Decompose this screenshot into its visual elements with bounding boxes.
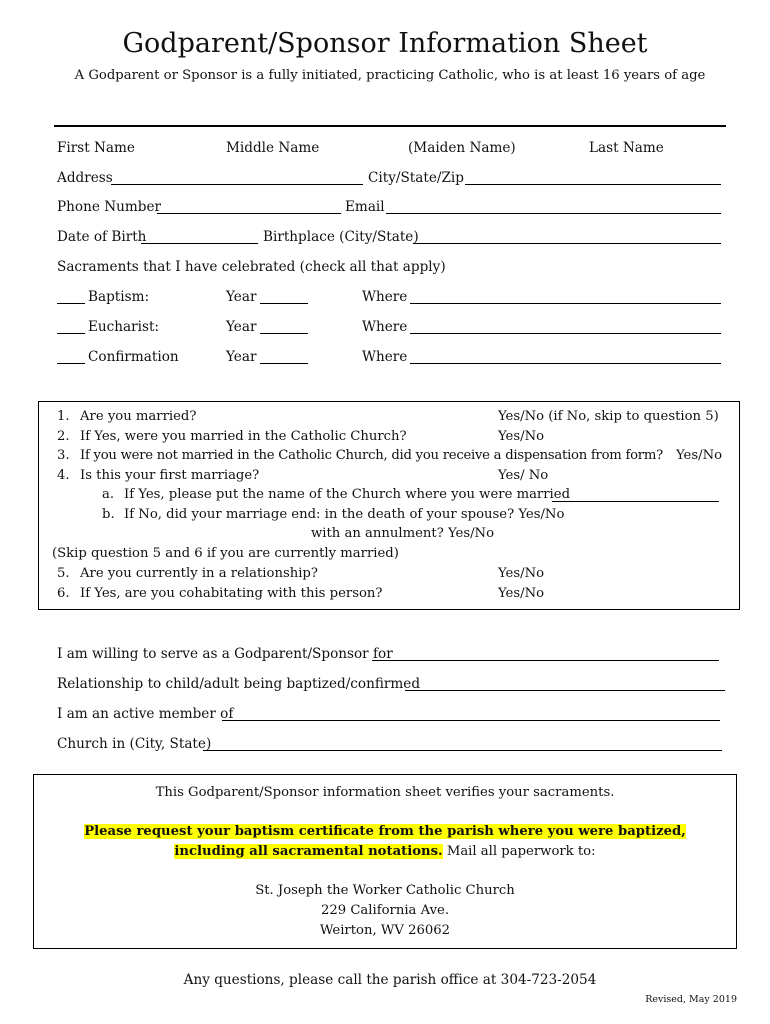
q6-number: 6.: [57, 586, 70, 601]
q2-answer[interactable]: Yes/No: [498, 429, 545, 444]
q4b-letter: b.: [102, 507, 115, 522]
city-state-zip-label: City/State/Zip: [368, 170, 464, 186]
confirmation-where-label: Where: [362, 349, 408, 365]
address-field[interactable]: [111, 184, 363, 185]
verifies-text: This Godparent/Sponsor information sheet verifies your sacraments.: [155, 785, 615, 800]
phone-field[interactable]: [157, 213, 341, 214]
sacramental-notations-text: including all sacramental notations.: [174, 844, 443, 859]
eucharist-checkbox[interactable]: [57, 333, 85, 334]
skip-note: (Skip question 5 and 6 if you are currently married): [52, 546, 399, 561]
eucharist-where-field[interactable]: [410, 333, 721, 334]
sacraments-heading: Sacraments that I have celebrated (check all that apply): [57, 259, 446, 275]
q4a-church-field[interactable]: [552, 501, 719, 502]
mail-paperwork-text: Mail all paperwork to:: [442, 844, 596, 859]
q4b-text: If No, did your marriage end: in the death of your spouse? Yes/No: [124, 507, 565, 522]
eucharist-year-field[interactable]: [260, 333, 308, 334]
q5-number: 5.: [57, 566, 70, 581]
confirmation-where-field[interactable]: [410, 363, 721, 364]
dob-field[interactable]: [141, 243, 258, 244]
baptism-checkbox[interactable]: [57, 303, 85, 304]
member-field[interactable]: [222, 720, 720, 721]
q3-number: 3.: [57, 448, 70, 463]
header-divider: [54, 125, 726, 127]
q1-answer[interactable]: Yes/No (if No, skip to question 5): [498, 409, 719, 424]
q4a-text: If Yes, please put the name of the Church where you were married: [124, 487, 571, 502]
address-label: Address: [57, 170, 113, 186]
q5-answer[interactable]: Yes/No: [498, 566, 545, 581]
q5-text: Are you currently in a relationship?: [80, 566, 318, 581]
q4-text: Is this your first marriage?: [80, 468, 260, 483]
church-street: 229 California Ave.: [320, 903, 450, 918]
maiden-name-label: (Maiden Name): [408, 140, 516, 156]
email-field[interactable]: [386, 213, 721, 214]
member-label: I am an active member of: [57, 706, 234, 722]
eucharist-year-label: Year: [226, 319, 257, 335]
baptism-label: Baptism:: [88, 289, 150, 305]
relationship-label: Relationship to child/adult being baptized/confirmed: [57, 676, 421, 692]
first-name-label: First Name: [57, 140, 135, 156]
birthplace-label: Birthplace (City/State): [263, 229, 419, 245]
email-label: Email: [345, 199, 385, 215]
q4-number: 4.: [57, 468, 70, 483]
city-state-zip-field[interactable]: [465, 184, 721, 185]
middle-name-label: Middle Name: [226, 140, 320, 156]
q2-text: If Yes, were you married in the Catholic Church?: [80, 429, 407, 444]
request-certificate-text: Please request your baptism certificate from the parish where you were baptized,: [84, 824, 686, 839]
q1-text: Are you married?: [80, 409, 197, 424]
baptism-where-label: Where: [362, 289, 408, 305]
page-subtitle: A Godparent or Sponsor is a fully initiated, practicing Catholic, who is at least 16 years of age: [74, 68, 706, 83]
q4b-annulment-text: with an annulment? Yes/No: [311, 526, 495, 541]
q4-answer[interactable]: Yes/ No: [498, 468, 549, 483]
contact-phone-text: Any questions, please call the parish office at 304-723-2054: [183, 972, 597, 988]
eucharist-label: Eucharist:: [88, 319, 160, 335]
phone-label: Phone Number: [57, 199, 161, 215]
revision-date: Revised, May 2019: [645, 994, 737, 1005]
confirmation-year-field[interactable]: [260, 363, 308, 364]
last-name-label: Last Name: [589, 140, 664, 156]
q6-text: If Yes, are you cohabitating with this person?: [80, 586, 383, 601]
confirmation-year-label: Year: [226, 349, 257, 365]
page-title: Godparent/Sponsor Information Sheet: [122, 28, 648, 59]
q1-number: 1.: [57, 409, 70, 424]
q3-text: If you were not married in the Catholic Church, did you receive a dispensation from form?: [80, 448, 663, 463]
baptism-where-field[interactable]: [410, 303, 721, 304]
church-name: St. Joseph the Worker Catholic Church: [255, 883, 515, 898]
willing-label: I am willing to serve as a Godparent/Sponsor for: [57, 646, 393, 662]
church-location-label: Church in (City, State): [57, 736, 212, 752]
church-city: Weirton, WV 26062: [319, 923, 451, 938]
church-location-field[interactable]: [203, 750, 722, 751]
birthplace-field[interactable]: [413, 243, 721, 244]
willing-field[interactable]: [372, 660, 719, 661]
dob-label: Date of Birth: [57, 229, 147, 245]
q4a-letter: a.: [102, 487, 115, 502]
confirmation-checkbox[interactable]: [57, 363, 85, 364]
baptism-year-field[interactable]: [260, 303, 308, 304]
eucharist-where-label: Where: [362, 319, 408, 335]
q2-number: 2.: [57, 429, 70, 444]
q6-answer[interactable]: Yes/No: [498, 586, 545, 601]
relationship-field[interactable]: [405, 690, 725, 691]
baptism-year-label: Year: [226, 289, 257, 305]
q3-answer[interactable]: Yes/No: [676, 448, 723, 463]
confirmation-label: Confirmation: [88, 349, 179, 365]
